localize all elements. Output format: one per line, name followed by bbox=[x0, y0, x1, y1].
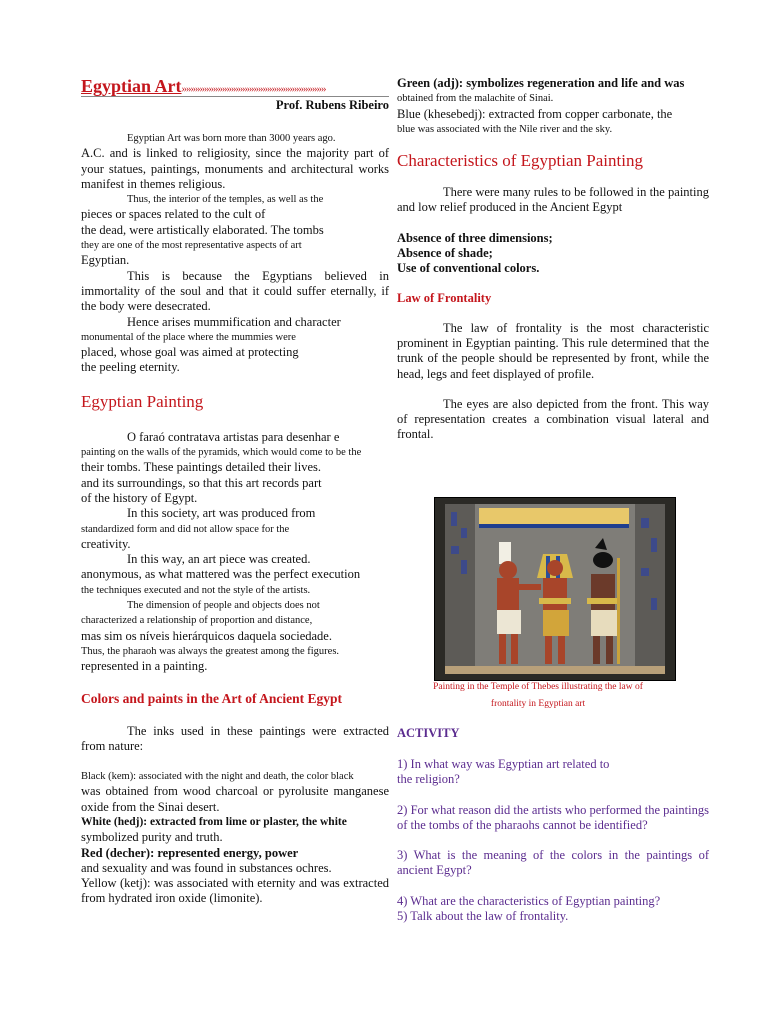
thebes-painting-image bbox=[434, 497, 676, 681]
painting-line: In this way, an art piece was created. bbox=[127, 552, 311, 567]
color-green-desc: obtained from the malachite of Sinai. bbox=[397, 93, 554, 105]
color-black-line: Black (kem): associated with the night and death, the color black bbox=[81, 771, 354, 783]
question-1-cont: the religion? bbox=[397, 772, 460, 787]
intro-line: pieces or spaces related to the cult of bbox=[81, 207, 266, 222]
painting-line: their tombs. These paintings detailed their lives. bbox=[81, 460, 321, 475]
section-heading-frontality: Law of Frontality bbox=[397, 290, 492, 305]
color-blue-line: Blue (khesebedj): extracted from copper carbonate, the bbox=[397, 106, 673, 121]
caption-line-2: frontality in Egyptian art bbox=[490, 699, 586, 709]
rule-item: Use of conventional colors. bbox=[397, 261, 540, 276]
question-1: 1) In what way was Egyptian art related to bbox=[397, 757, 610, 771]
left-column bbox=[81, 76, 389, 907]
frontality-paragraph: The law of frontality is the most characteristic prominent in Egyptian painting. This rule determined that the trunk of the people should be represented by front, while the head, legs and feet displayed of profile. bbox=[397, 320, 709, 381]
question-5: 5) Talk about the law of frontality. bbox=[397, 909, 569, 924]
color-black-desc: was obtained from wood charcoal or pyrolusite manganese oxide from the Sinai desert. bbox=[81, 784, 389, 814]
section-heading-painting: Egyptian Painting bbox=[81, 391, 204, 411]
painting-line: In this society, art was produced from bbox=[127, 506, 316, 521]
activity-section bbox=[397, 726, 709, 924]
intro-line: Hence arises mummification and character bbox=[127, 314, 341, 329]
intro-paragraph: This is because the Egyptians believed in immortality of the soul and that it could suffer eternally, if the body were desecrated. bbox=[81, 268, 389, 314]
painting-line: represented in a painting. bbox=[81, 659, 208, 674]
section-heading-characteristics: Characteristics of Egyptian Painting bbox=[397, 151, 643, 171]
color-red-desc: and sexuality and was found in substances ochres. bbox=[81, 860, 332, 875]
intro-line: the dead, were artistically elaborated. The tombs bbox=[81, 222, 324, 237]
painting-line: creativity. bbox=[81, 536, 131, 551]
color-white-line: White (hedj): extracted from lime or plaster, the white bbox=[81, 815, 347, 828]
title-rule bbox=[81, 96, 389, 97]
question-3: 3) What is the meaning of the colors in the paintings of ancient Egypt? bbox=[397, 848, 709, 878]
intro-line: Thus, the interior of the temples, as well as the bbox=[127, 194, 324, 206]
characteristics-intro: There were many rules to be followed in the painting and low relief produced in the Ancient Egypt bbox=[397, 185, 709, 215]
colors-intro: The inks used in these paintings were extracted from nature: bbox=[81, 723, 389, 753]
painting-line: of the history of Egypt. bbox=[81, 490, 198, 505]
intro-line: Egyptian Art was born more than 3000 years ago. bbox=[127, 133, 336, 144]
right-column bbox=[397, 76, 709, 924]
painting-line: and its surroundings, so that this art records part bbox=[81, 475, 322, 490]
intro-line: they are one of the most representative aspects of art bbox=[81, 240, 302, 252]
author: Prof. Rubens Ribeiro bbox=[275, 98, 389, 112]
painting-line: painting on the walls of the pyramids, which would come to be the bbox=[81, 447, 362, 459]
painting-line: standardized form and did not allow space for the bbox=[81, 523, 290, 535]
intro-line: monumental of the place where the mummies were bbox=[81, 331, 296, 343]
color-red-line: Red (decher): represented energy, power bbox=[81, 845, 299, 860]
rule-item: Absence of shade; bbox=[397, 246, 493, 261]
painting-line: The dimension of people and objects does not bbox=[127, 600, 320, 612]
document-title: Egyptian Art bbox=[81, 76, 182, 96]
painting-line: characterized a relationship of proportion and distance, bbox=[81, 615, 313, 627]
painting-line: O faraó contratava artistas para desenhar e bbox=[127, 429, 340, 444]
frontality-paragraph: The eyes are also depicted from the front. This way of representation creates a combination visual lateral and frontal. bbox=[397, 396, 709, 442]
section-heading-colors: Colors and paints in the Art of Ancient Egypt bbox=[81, 690, 343, 706]
question-4: 4) What are the characteristics of Egyptian painting? bbox=[397, 893, 661, 908]
intro-line: placed, whose goal was aimed at protecting bbox=[81, 345, 299, 360]
question-2: 2) For what reason did the artists who performed the paintings of the tombs of the pharaohs cannot be identified? bbox=[397, 802, 709, 832]
image-caption bbox=[397, 679, 709, 713]
caption-line-1: Painting in the Temple of Thebes illustrating the law of bbox=[433, 682, 643, 692]
title-row bbox=[81, 76, 389, 98]
color-blue-desc: blue was associated with the Nile river and the sky. bbox=[397, 123, 613, 135]
painting-line: Thus, the pharaoh was always the greatest among the figures. bbox=[81, 645, 340, 657]
painting-line: anonymous, as what mattered was the perfect execution bbox=[81, 567, 361, 582]
activity-heading: ACTIVITY bbox=[397, 726, 460, 740]
intro-line: the peeling eternity. bbox=[81, 360, 180, 375]
color-yellow-desc: Yellow (ketj): was associated with eternity and was extracted from hydrated iron oxide (limonite). bbox=[81, 876, 389, 906]
intro-line: Egyptian. bbox=[81, 253, 130, 268]
painting-line: mas sim os níveis hierárquicos daquela sociedade. bbox=[81, 628, 332, 643]
title-decoration: »»»»»»»»»»»»»»»»»»»»»»»»»»»»»»»» bbox=[181, 83, 326, 95]
egyptian-painting-illustration bbox=[435, 498, 675, 680]
rule-item: Absence of three dimensions; bbox=[397, 230, 553, 245]
color-white-desc: symbolized purity and truth. bbox=[81, 830, 223, 845]
color-green-line: Green (adj): symbolizes regeneration and life and was bbox=[397, 76, 685, 90]
intro-paragraph: A.C. and is linked to religiosity, since the majority part of your statues, paintings, monuments and architectural works manifest in themes religious. bbox=[81, 146, 389, 191]
painting-line: the techniques executed and not the style of the artists. bbox=[81, 584, 311, 596]
